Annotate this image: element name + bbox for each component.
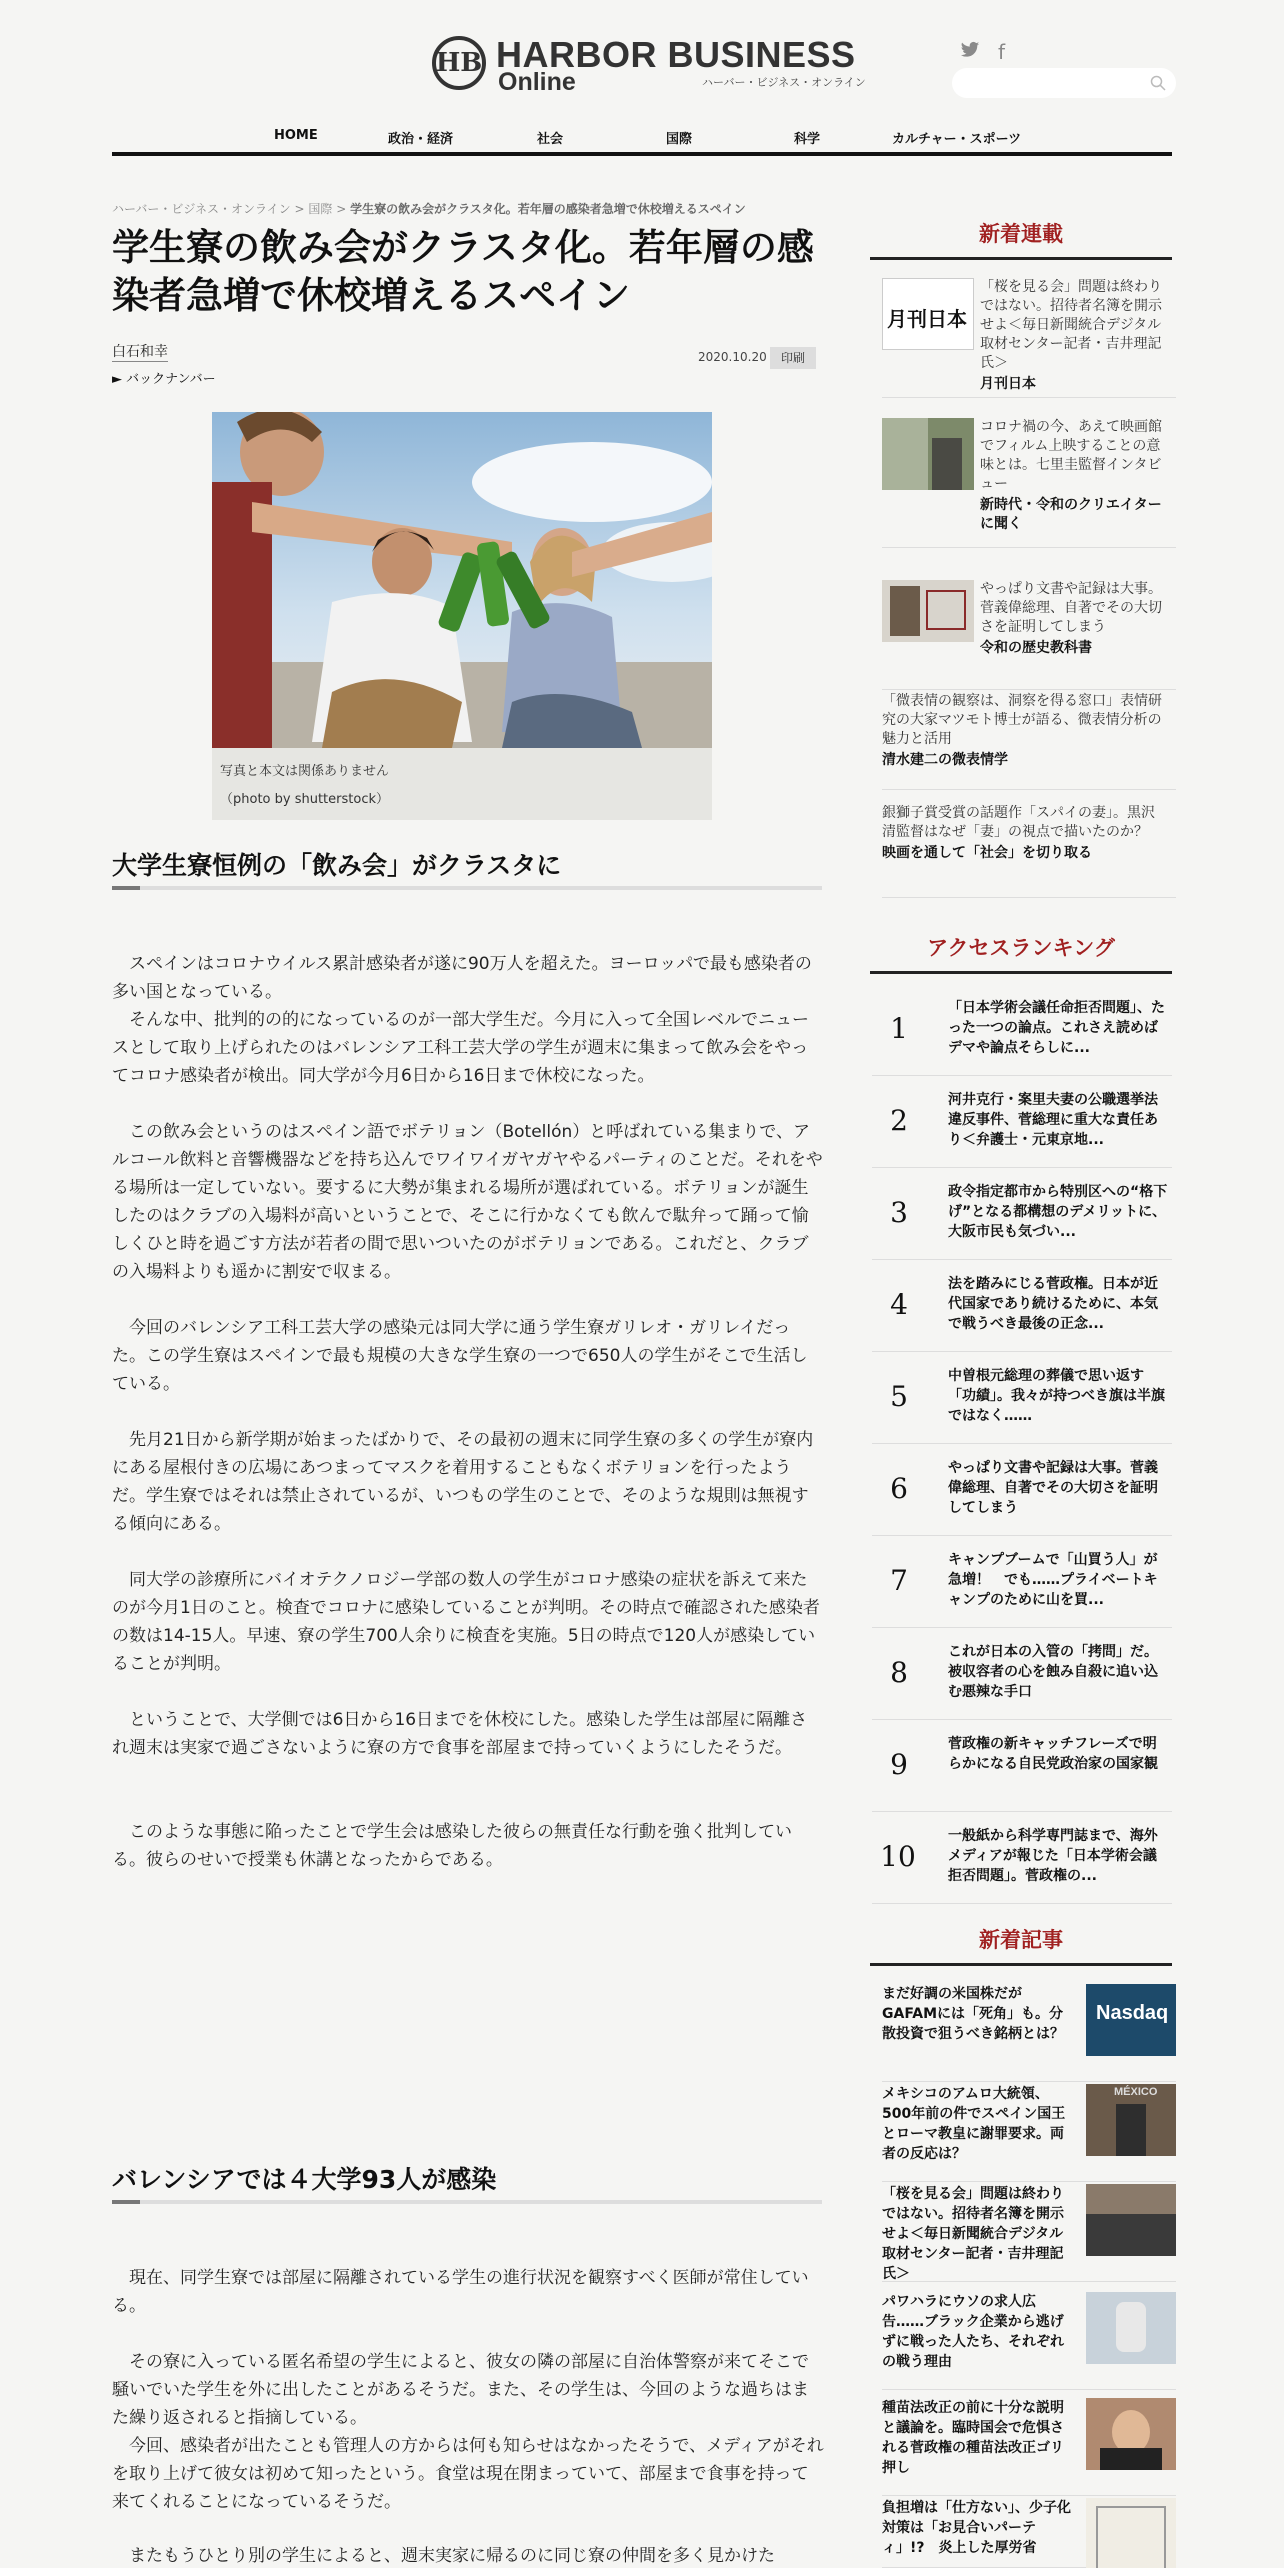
breadcrumb-current: 学生寮の飲み会がクラスタ化。若年層の感染者急増で休校増えるスペイン — [350, 202, 746, 216]
new-article-thumbnail — [1086, 2398, 1176, 2470]
article-title: 学生寮の飲み会がクラスタ化。若年層の感染者急増で休校増えるスペイン — [112, 226, 814, 318]
ranking-item[interactable] — [872, 1076, 1172, 1168]
rank-title: キャンプブームで「山買う人」が急増！ でも……プライベートキャンプのために山を買... — [948, 1552, 1158, 1608]
serial-text — [980, 418, 1166, 534]
article-paragraph: そんな中、批判的の的になっているのが一部大学生だ。今月に入って全国レベルでニュースとして取り上げられたのはバレンシア工科工芸大学の学生が週末に集まって飲み会をやってコロナ感染者が検出。同大学が今月6日から16日まで休校になった。 — [112, 1010, 809, 1086]
serial-title: 銀獅子賞受賞の話題作「スパイの妻」。黒沢清監督はなぜ「妻」の視点で描いたのか？ — [882, 805, 1155, 840]
serial-title: コロナ禍の今、あえて映画館でフィルム上映することの意味とは。七里圭監督インタビュー — [980, 419, 1162, 492]
serial-text — [882, 804, 1168, 863]
new-article-thumbnail — [1086, 2292, 1176, 2364]
rank-number: 10 — [880, 1840, 916, 1873]
breadcrumb-separator: > — [290, 202, 309, 216]
ranking-item[interactable] — [872, 1168, 1172, 1260]
article-paragraph: 同大学の診療所にバイオテクノロジー学部の数人の学生がコロナ感染の症状を訴えて来たのが今月1日のこと。検査でコロナに感染していることが判明。その時点で確認された感染者の数は14-15人。早速、寮の学生700人余りに検査を実施。5日の時点で120人が感染していることが判明。 — [112, 1570, 820, 1674]
rank-number: 1 — [890, 1012, 908, 1045]
logo-title: HARBOR BUSINESS — [496, 34, 856, 75]
ranking-item[interactable] — [872, 1260, 1172, 1352]
serial-text — [882, 692, 1168, 770]
search-icon[interactable] — [1150, 75, 1166, 91]
rank-number: 7 — [890, 1564, 908, 1597]
rank-number: 3 — [890, 1196, 908, 1229]
serial-title: 「微表情の観察は、洞察を得る窓口」表情研究の大家マツモト博士が語る、微表情分析の魅力と活用 — [882, 693, 1162, 747]
article-paragraph: またもうひとり別の学生によると、週末実家に帰るのに同じ寮の仲間を多く見かけた — [112, 2546, 775, 2566]
rank-title: 政令指定都市から特別区への“格下げ”となる都構想のデメリットに、大阪市民も気づい... — [948, 1184, 1168, 1240]
serial-thumbnail — [882, 418, 974, 490]
ranking-item[interactable] — [872, 1812, 1172, 1904]
new-article-title: 「桜を見る会」問題は終わりではない。招待者名簿を開示せよ＜毎日新聞統合デジタル取材センター記者・吉井理記氏＞ — [882, 2186, 1064, 2282]
photo-caption — [212, 748, 712, 820]
serial-text — [980, 278, 1166, 394]
nav-item-society[interactable]: 社会 — [537, 132, 564, 147]
rank-number: 6 — [890, 1472, 908, 1505]
serial-thumbnail — [882, 278, 974, 350]
caption-line: 写真と本文は関係ありません — [220, 764, 390, 779]
thumb-label: MÉXICO — [1114, 2086, 1158, 2098]
serial-series: 清水建二の微表情学 — [882, 752, 1008, 768]
serial-series: 新時代・令和のクリエイターに聞く — [980, 497, 1162, 532]
ranking-item[interactable] — [872, 1628, 1172, 1720]
section-heading: 大学生寮恒例の「飲み会」がクラスタに — [112, 846, 822, 890]
serial-text — [980, 580, 1166, 658]
caption-credit: （photo by shutterstock） — [220, 792, 389, 807]
site-header — [0, 0, 1284, 160]
backnumber-link[interactable]: ► バックナンバー — [112, 372, 216, 387]
rank-title: 中曽根元総理の葬儀で思い返す「功績」。我々が持つべき旗は半旗ではなく…… — [948, 1368, 1165, 1424]
logo-kana: ハーバー・ビジネス・オンライン — [702, 76, 866, 89]
rank-title: 法を踏みにじる菅政権。日本が近代国家であり続けるために、本気で戦うべき最後の正念... — [948, 1276, 1158, 1332]
new-article-title: 負担増は「仕方ない」、少子化対策は「お見合いパーティ」!? 炎上した厚労省 — [882, 2500, 1071, 2556]
article-paragraph: スペインはコロナウイルス累計感染者が遂に90万人を超えた。ヨーロッパで最も感染者の多い国となっている。 — [112, 954, 812, 1002]
rank-title: 菅政権の新キャッチフレーズで明らかになる自民党政治家の国家観 — [948, 1736, 1158, 1772]
serial-item[interactable] — [882, 418, 1176, 548]
rank-title: これが日本の入管の「拷問」だ。被収容者の心を蝕み自殺に追い込む悪辣な手口 — [948, 1644, 1158, 1700]
new-article-title: 種苗法改正の前に十分な説明と議論を。臨時国会で危惧される菅政権の種苗法改正ゴリ押し — [882, 2400, 1064, 2476]
article-paragraph: 先月21日から新学期が始まったばかりで、その最初の週末に同学生寮の多くの学生が寮内にある屋根付きの広場にあつまってマスクを着用することもなくボテリョンを行ったようだ。学生寮ではそれは禁止されているが、いつもの学生のことで、そのような規則は無視する傾向にある。 — [112, 1430, 814, 1534]
serial-heading: 新着連載 — [870, 218, 1172, 260]
new-article-thumbnail — [1086, 2084, 1176, 2156]
logo-mark-icon: HB — [432, 36, 486, 90]
ranking-item[interactable] — [872, 1352, 1172, 1444]
rank-title: 河井克行・案里夫妻の公職選挙法違反事件、菅総理に重大な責任あり＜弁護士・元東京地... — [948, 1092, 1158, 1148]
nav-item-home[interactable]: HOME — [274, 128, 318, 143]
breadcrumb — [112, 200, 746, 217]
article-paragraph: この飲み会というのはスペイン語でボテリョン（Botellón）と呼ばれている集まりで、アルコール飲料と音響機器などを持ち込んでワイワイガヤガヤやるパーティのことだ。それをやる場所は一定していない。要するに大勢が集まれる場所が選ばれている。ボテリョンが誕生したのはクラブの入場料が高いということで、そこに行かなくても飲んで駄弁って踊って愉しくひと時を過ごす方法が若者の間で思いついたのがボテリョンである。これだと、クラブの入場料よりも遥かに割安で収まる。 — [112, 1122, 823, 1282]
new-article-title: まだ好調の米国株だがGAFAMには「死角」も。分散投資で狙うべき銘柄とは？ — [882, 1986, 1064, 2042]
thumb-label: Nasdaq — [1096, 2002, 1169, 2024]
new-article-item[interactable] — [882, 2496, 1176, 2568]
section-heading: バレンシアでは４大学93人が感染 — [112, 2160, 822, 2204]
rank-number: 5 — [890, 1380, 908, 1413]
breadcrumb-category[interactable]: 国際 — [308, 202, 333, 216]
nav-item-culture-sports[interactable]: カルチャー・スポーツ — [892, 132, 1022, 147]
serial-item[interactable] — [882, 692, 1176, 790]
serial-series: 月刊日本 — [980, 376, 1036, 392]
rank-title: 「日本学術会議任命拒否問題」、たった一つの論点。これさえ読めばデマや論点そらしに... — [948, 1000, 1165, 1056]
article-paragraph: 現在、同学生寮では部屋に隔離されている学生の進行状況を観察すべく医師が常住している。 — [112, 2268, 809, 2316]
article-paragraph: このような事態に陥ったことで学生会は感染した彼らの無責任な行動を強く批判している。彼らのせいで授業も休講となったからである。 — [112, 1822, 792, 1870]
new-article-item[interactable] — [882, 2182, 1176, 2282]
rank-number: 9 — [890, 1748, 908, 1781]
article-paragraph: ということで、大学側では6日から16日までを休校にした。感染した学生は部屋に隔離され週末は実家で過ごさないように寮の方で食事を部屋まで持っていくようにしたそうだ。 — [112, 1710, 808, 1758]
social-links — [960, 40, 1005, 64]
ranking-item[interactable] — [872, 1444, 1172, 1536]
rank-title: 一般紙から科学専門誌まで、海外メディアが報じた「日本学術会議拒否問題」。菅政権の... — [948, 1828, 1158, 1884]
article-paragraph: その寮に入っている匿名希望の学生によると、彼女の隣の部屋に自治体警察が来てそこで騒いでいた学生を外に出したことがあるそうだ。また、その学生は、今回のような過ちはまた繰り返されると指摘している。 今回、感染者が出たことも管理人の方からは何も知らせはなかったそうで、メディアがそれを取り上げて彼女は初めて知ったという。食堂は現在閉まっていて、部屋まで食事を持って来てくれることになっているそうだ。 — [112, 2352, 824, 2512]
author-link[interactable]: 白石和幸 — [112, 341, 168, 362]
search-input[interactable] — [952, 68, 1176, 98]
serial-title: やっぱり文書や記録は大事。菅義偉総理、自著でその大切さを証明してしまう — [980, 581, 1162, 635]
article-paragraph: 今回のバレンシア工科工芸大学の感染元は同大学に通う学生寮ガリレオ・ガリレイだった。この学生寮はスペインで最も規模の大きな学生寮の一つで650人の学生がそこで生活している。 — [112, 1318, 808, 1394]
site-logo[interactable] — [432, 34, 866, 96]
serial-thumb-label: 月刊日本 — [887, 307, 967, 331]
ranking-item[interactable] — [872, 1536, 1172, 1628]
logo-subtitle: Online — [498, 68, 576, 96]
new-article-item[interactable] — [882, 2290, 1176, 2390]
new-article-item[interactable] — [882, 2082, 1176, 2182]
new-articles-heading: 新着記事 — [870, 1924, 1172, 1966]
print-button[interactable]: 印刷 — [770, 347, 816, 369]
ranking-heading: アクセスランキング — [870, 932, 1172, 974]
serial-series: 令和の歴史教科書 — [980, 640, 1092, 656]
nav-item-science[interactable]: 科学 — [794, 132, 821, 147]
new-article-item[interactable] — [882, 1982, 1176, 2082]
publish-date: 2020.10.20 — [698, 350, 767, 364]
rank-number: 4 — [890, 1288, 908, 1321]
new-article-thumbnail — [1086, 1984, 1176, 2056]
rank-number: 8 — [890, 1656, 908, 1689]
nav-item-politics-economy[interactable]: 政治・経済 — [388, 132, 454, 147]
rank-title: やっぱり文書や記録は大事。菅義偉総理、自著でその大切さを証明してしまう — [948, 1460, 1158, 1516]
serial-item[interactable] — [882, 278, 1176, 398]
ranking-item[interactable] — [872, 984, 1172, 1076]
twitter-icon[interactable] — [960, 40, 980, 64]
serial-title: 「桜を見る会」問題は終わりではない。招待者名簿を開示せよ＜毎日新聞統合デジタル取材センター記者・吉井理記氏＞ — [980, 279, 1162, 371]
serial-item[interactable] — [882, 580, 1176, 690]
breadcrumb-separator: > — [332, 202, 351, 216]
main-nav — [112, 126, 1172, 156]
new-article-thumbnail — [1086, 2498, 1176, 2568]
new-article-thumbnail — [1086, 2184, 1176, 2256]
facebook-icon[interactable]: f — [998, 40, 1006, 64]
nav-item-international[interactable]: 国際 — [666, 132, 693, 147]
serial-item[interactable] — [882, 804, 1176, 898]
serial-thumbnail — [882, 580, 974, 642]
new-article-item[interactable] — [882, 2396, 1176, 2496]
rank-number: 2 — [890, 1104, 908, 1137]
new-article-title: パワハラにウソの求人広告……ブラック企業から逃げずに戦った人たち、それぞれの戦う理由 — [882, 2294, 1064, 2370]
article-photo — [212, 412, 712, 748]
ranking-item[interactable] — [872, 1720, 1172, 1812]
breadcrumb-home[interactable]: ハーバー・ビジネス・オンライン — [112, 202, 291, 216]
new-article-title: メキシコのアムロ大統領、500年前の件でスペイン国王とローマ教皇に謝罪要求。両者の反応は？ — [882, 2086, 1066, 2162]
serial-series: 映画を通して「社会」を切り取る — [882, 845, 1092, 861]
